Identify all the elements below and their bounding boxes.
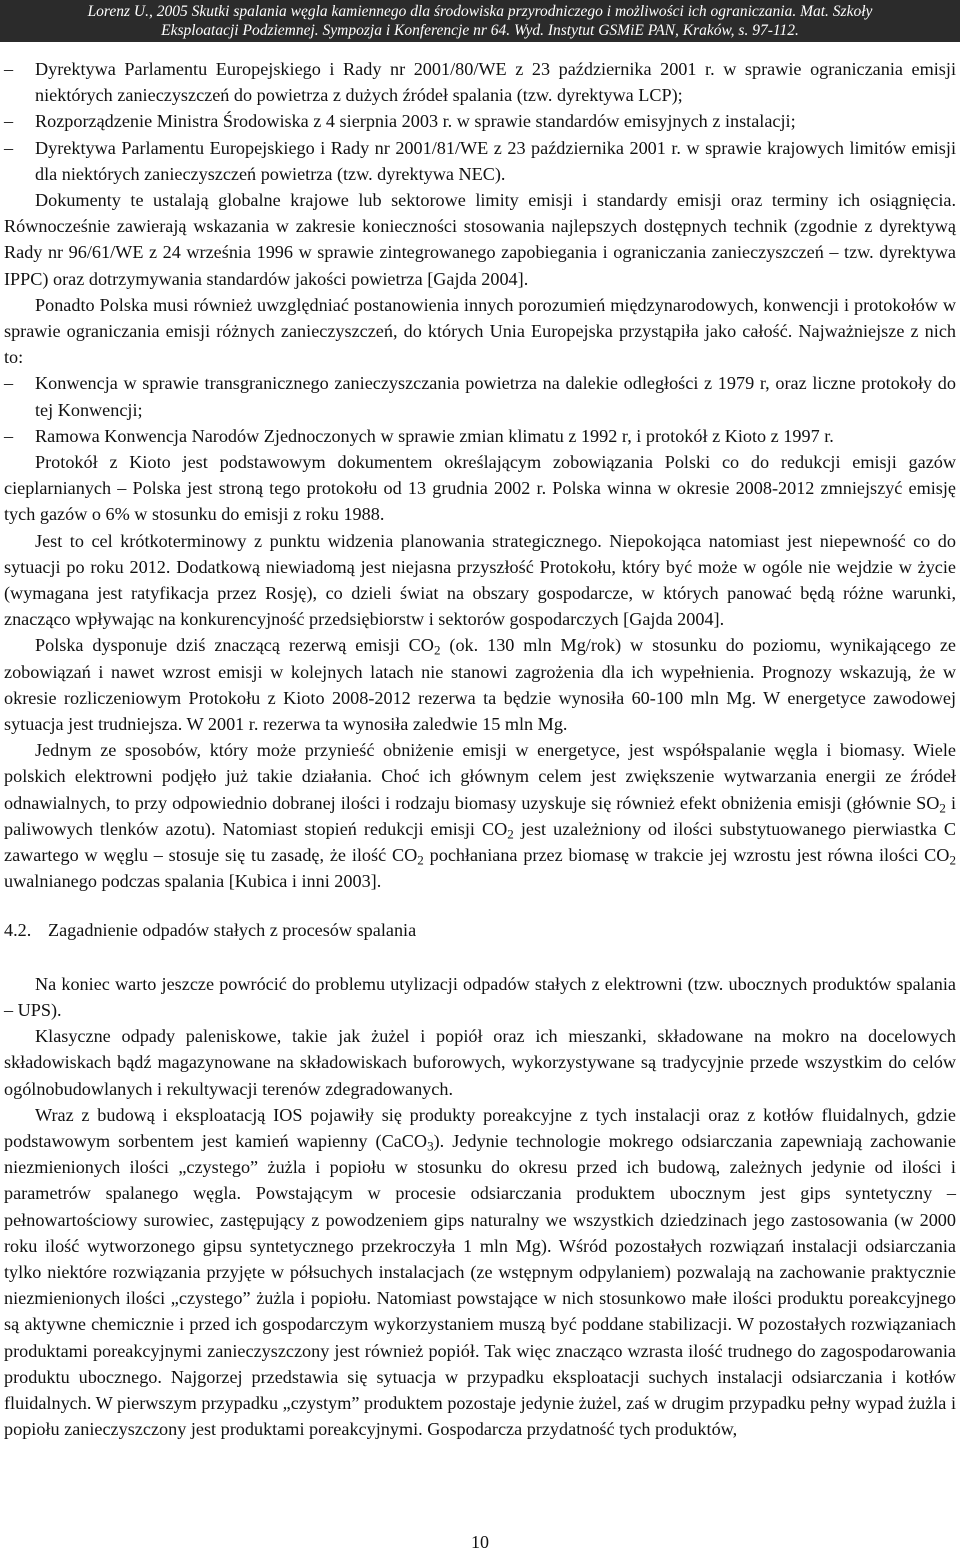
list-item: – Dyrektywa Parlamentu Europejskiego i Rady nr 2001/80/WE z 23 października 2001 r. w sprawie ograniczania emisji niektórych zanieczyszczeń do powietrza z dużych źródeł spalania (tzw. dyrektywa LCP);: [4, 56, 956, 108]
paragraph: [4, 1102, 956, 1443]
subscript: 2: [433, 642, 441, 658]
text-run: jest uzależniony od ilości substytuowanego pierwiastka C zawartego w węglu – stosuje się tu zasadę, że ilość CO: [4, 818, 956, 866]
page-body: [4, 56, 956, 1442]
paragraph: Jest to cel krótkoterminowy z punktu widzenia planowania strategicznego. Niepokojąca natomiast jest niepewność co do sytuacji po roku 2012. Dodatkową niewiadomą jest niejasna przyszłość Protokołu, który być może w ogóle nie wejdzie w życie (wymagana jest ratyfikacja przez Rosję), co dzieli świat na obszary gospodarcze, w których panować będą różne warunki, znacząco wpływając na konkurencyjność przedsiębiorstw i sektorów gospodarczych [Gajda 2004].: [4, 530, 956, 630]
paragraph: [4, 632, 956, 737]
subscript: 3: [427, 1138, 434, 1154]
text-run: Jednym ze sposobów, który może przynieść obniżenie emisji w energetyce, jest współspalanie węgla i biomasy. Wiele polskich elektrowni podjęło już takie działania. Choć ich głównym celem jest zwiększenie wytwarzania energii ze źródeł odnawialnych, to przy odpowiednio dobranej ilości i rodzaju biomasy uzyskuje się również efekt obniżenia emisji (głównie SO: [4, 740, 956, 813]
subscript: 2: [417, 852, 424, 868]
section-number: 4.2.: [4, 919, 32, 940]
section-title: Zagadnienie odpadów stałych z procesów spalania: [48, 919, 417, 940]
section-heading: [4, 917, 956, 943]
header-line-2: Eksploatacji Podziemnej. Sympozja i Konferencje nr 64. Wyd. Instytut GSMiE PAN, Kraków, s. 97-112.: [161, 22, 799, 39]
page-number: 10: [471, 1532, 489, 1552]
text-run: i paliwowych tlenków azotu). Natomiast stopień redukcji emisji CO: [4, 792, 956, 839]
paragraph: Na koniec warto jeszcze powrócić do problemu utylizacji odpadów stałych z elektrowni (tzw. ubocznych produktów spalania – UPS).: [4, 973, 956, 1020]
text-run: (ok. 130 mln Mg/rok) w stosunku do poziomu, wynikającego ze zobowiązań i nawet wzrost emisji w kolejnych latach nie stanowi zagrożenia dla ich wypełnienia. Prognozy wskazują, że w okresie rozliczeniowym Protokołu z Kioto 2008-2012 rezerwa ta będzie wynosiła 60-100 mln Mg. W energetyce zawodowej sytuacja jest trudniejsza. W 2001 r. rezerwa ta wynosiła zaledwie 15 mln Mg.: [4, 635, 956, 735]
text-run: ). Jedynie technologie mokrego odsiarczania zapewniają zachowanie niezmienionych ilości „czystego” żużla i popiołu w stosunku do okresu przed ich budową, zależnych jedynie od ilości i parametrów spalanego węgla. Powstającym w procesie odsiarczania produktem ubocznym jest gips syntetyczny – pełnowartościowy surowiec, zastępujący z powodzeniem gips naturalny we wszystkich dziedzinach jego zastosowania (w 2000 roku ilość wytworzonego gipsu syntetycznego przekroczyła 1 mln Mg). Wśród pozostałych rozwiązań instalacji odsiarczania tylko niektóre rozwiązania przyjęte w półsuchych instalacjach (ze wstępnym odpylaniem) pozwalają na zachowanie praktycznie niezmienionych ilości „czystego” żużla i popiołu. Natomiast powstające w nich stosunkowo małe ilości produktu poreakcyjnego są aktywne chemicznie i przed ich gospodarczym wykorzystaniem muszą być poddane stabilizacji. W pozostałych rozwiązaniach produktami poreakcyjnymi zanieczyszczony jest również popiół. Tak więc znacząco wzrasta ilość trudnego do zagospodarowania produktu ubocznego. Najgorzej przedstawia się sytuacja w przypadku eksploatacji suchych instalacji odsiarczania i kotłów fluidalnych. W pierwszym przypadku „czystym” produktem pozostaje jedynie żużel, zaś w drugim przypadku pełny wypad żużla i popiołu zanieczyszczony jest produktami poreakcyjnymi. Gospodarcza przydatność tych produktów,: [4, 1130, 956, 1440]
subscript: 2: [507, 826, 514, 842]
header-line-1: Lorenz U., 2005 Skutki spalania węgla kamiennego dla środowiska przyrodniczego i możliwości ich ograniczania. Mat. Szkoły: [87, 3, 873, 20]
paragraph: Klasyczne odpady paleniskowe, takie jak żużel i popiół oraz ich mieszanki, składowane na mokro na docelowych składowiskach bądź magazynowane na składowiskach buforowych, wykorzystywane są tradycyjnie przede wszystkim do celów ogólnobudowlanych i rekultywacji terenów zdegradowanych.: [4, 1026, 956, 1099]
subscript: 2: [939, 799, 946, 815]
paragraph: [4, 737, 956, 894]
paragraph: Ponadto Polska musi również uwzględniać postanowienia innych porozumień międzynarodowych, konwencji i protokołów w sprawie ograniczania emisji różnych zanieczyszczeń, do których Unia Europejska przystąpiła jako całość. Najważniejsze z nich to:: [4, 294, 956, 368]
paragraph: Protokół z Kioto jest podstawowym dokumentem określającym zobowiązania Polski co do redukcji emisji gazów cieplarnianych – Polska jest stroną tego protokołu od 13 grudnia 2002 r. Polska winna w okresie 2008-2012 zmniejszyć emisję tych gazów o 6% w stosunku do emisji z roku 1988.: [4, 452, 956, 525]
list-item: – Ramowa Konwencja Narodów Zjednoczonych w sprawie zmian klimatu z 1992 r, i protokół z Kioto z 1997 r.: [4, 423, 956, 449]
text-run: Polska dysponuje dziś znaczącą rezerwą emisji CO: [35, 635, 434, 656]
text-run: uwalnianego podczas spalania [Kubica i inni 2003].: [4, 871, 382, 892]
text-run: pochłaniana przez biomasę w trakcie jej wzrostu jest równa ilości CO: [423, 845, 950, 866]
paragraph: Dokumenty te ustalają globalne krajowe lub sektorowe limity emisji i standardy emisji oraz terminy ich osiągnięcia. Równocześnie zawierają wskazania w zakresie konieczności stosowania najlepszych dostępnych technik (zgodnie z dyrektywą Rady nr 96/61/WE z 24 września 1996 w sprawie zintegrowanego zapobiegania i ograniczania zanieczyszczeń – tzw. dyrektywa IPPC) oraz dotrzymywania standardów jakości powietrza [Gajda 2004].: [4, 190, 956, 289]
list-item: – Konwencja w sprawie transgranicznego zanieczyszczania powietrza na dalekie odległości z 1979 r, oraz liczne protokoły do tej Konwencji;: [4, 370, 956, 422]
list-item: – Rozporządzenie Ministra Środowiska z 4 sierpnia 2003 r. w sprawie standardów emisyjnych z instalacji;: [4, 108, 956, 134]
running-header: [0, 0, 960, 42]
subscript: 2: [949, 852, 956, 868]
text-run: Wraz z budową i eksploatacją IOS pojawiły się produkty poreakcyjne z tych instalacji oraz z kotłów fluidalnych, gdzie podstawowym sorbentem jest kamień wapienny (CaCO: [4, 1104, 956, 1151]
list-item: – Dyrektywa Parlamentu Europejskiego i Rady nr 2001/81/WE z 23 października 2001 r. w sprawie krajowych limitów emisji dla niektórych zanieczyszczeń powietrza (tzw. dyrektywa NEC).: [4, 135, 956, 187]
